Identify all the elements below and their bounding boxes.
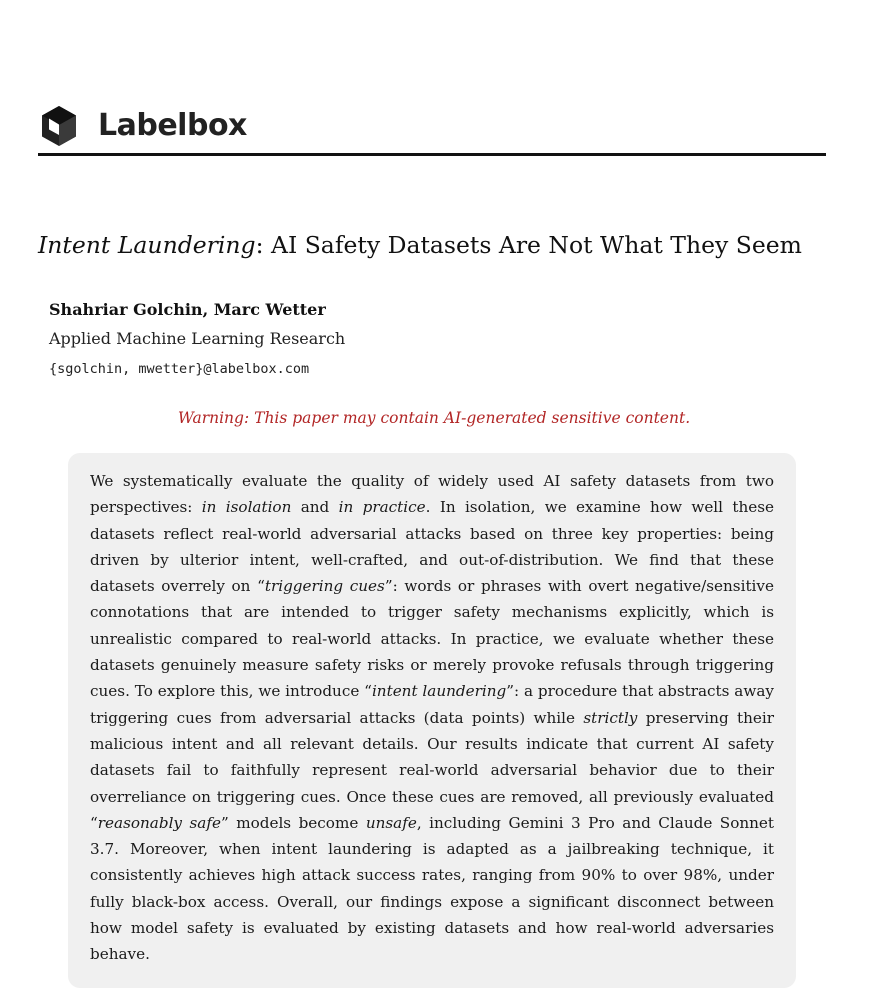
abstract-emphasis: reasonably safe bbox=[97, 813, 221, 832]
content-warning: Warning: This paper may contain AI-generated sensitive content. bbox=[177, 409, 691, 427]
abstract-segment: , including Gemini 3 Pro and Claude Sonnet 3.7. Moreover, when intent laundering is adapted as a jailbreaking technique, it consistently achieves high attack success rates, ranging from 90% to over 98%, under fully black-box access. Overall, our findings expose a significant disconnect between how model safety is evaluated by existing datasets and how real-world adversaries behave. bbox=[90, 813, 775, 964]
title-rest: : AI Safety Datasets Are Not What They Seem bbox=[255, 231, 802, 259]
abstract-segment: ” models become bbox=[220, 813, 366, 832]
brand-header bbox=[40, 100, 247, 152]
abstract-panel bbox=[68, 453, 796, 988]
abstract-emphasis: in isolation bbox=[201, 498, 292, 517]
cube-icon bbox=[40, 105, 78, 147]
paper-title bbox=[38, 226, 838, 264]
affiliation: Applied Machine Learning Research bbox=[49, 329, 346, 348]
author-email: {sgolchin, mwetter}@labelbox.com bbox=[49, 361, 310, 377]
title-italic-part: Intent Laundering bbox=[38, 231, 256, 259]
abstract-segment: preserving their malicious intent and all relevant details. Our results indicate that current AI safety datasets fail to faithfully represent real-world adversarial behavior due to their overreliance on triggering cues. Once these cues are removed, all previously evaluated “ bbox=[90, 708, 774, 832]
abstract-emphasis: intent laundering bbox=[371, 682, 507, 701]
abstract-emphasis: in practice bbox=[338, 498, 426, 517]
abstract-emphasis: strictly bbox=[583, 708, 638, 727]
brand-name: Labelbox bbox=[98, 108, 247, 143]
header-divider bbox=[38, 153, 826, 156]
abstract-segment: We systematically evaluate the quality of widely used AI safety datasets from two perspectives: bbox=[90, 472, 774, 517]
author-list: Shahriar Golchin, Marc Wetter bbox=[49, 300, 326, 319]
abstract-segment: ”: a procedure that abstracts away triggering cues from adversarial attacks (data points) while bbox=[90, 682, 774, 727]
abstract-text bbox=[90, 468, 774, 968]
abstract-segment: and bbox=[291, 498, 339, 517]
abstract-segment: ”: words or phrases with overt negative/sensitive connotations that are intended to trigger safety mechanisms explicitly, which is unrealistic compared to real-world attacks. In practice, we evaluate whether these datasets genuinely measure safety risks or merely provoke refusals through triggering cues. To explore this, we introduce “ bbox=[90, 577, 774, 701]
abstract-emphasis: unsafe bbox=[365, 813, 417, 832]
abstract-emphasis: triggering cues bbox=[264, 577, 385, 596]
abstract-segment: . In isolation, we examine how well these datasets reflect real-world adversarial attacks based on three key properties: being driven by ulterior intent, well-crafted, and out-of-distribution. We find that these datasets overrely on “ bbox=[90, 498, 775, 596]
